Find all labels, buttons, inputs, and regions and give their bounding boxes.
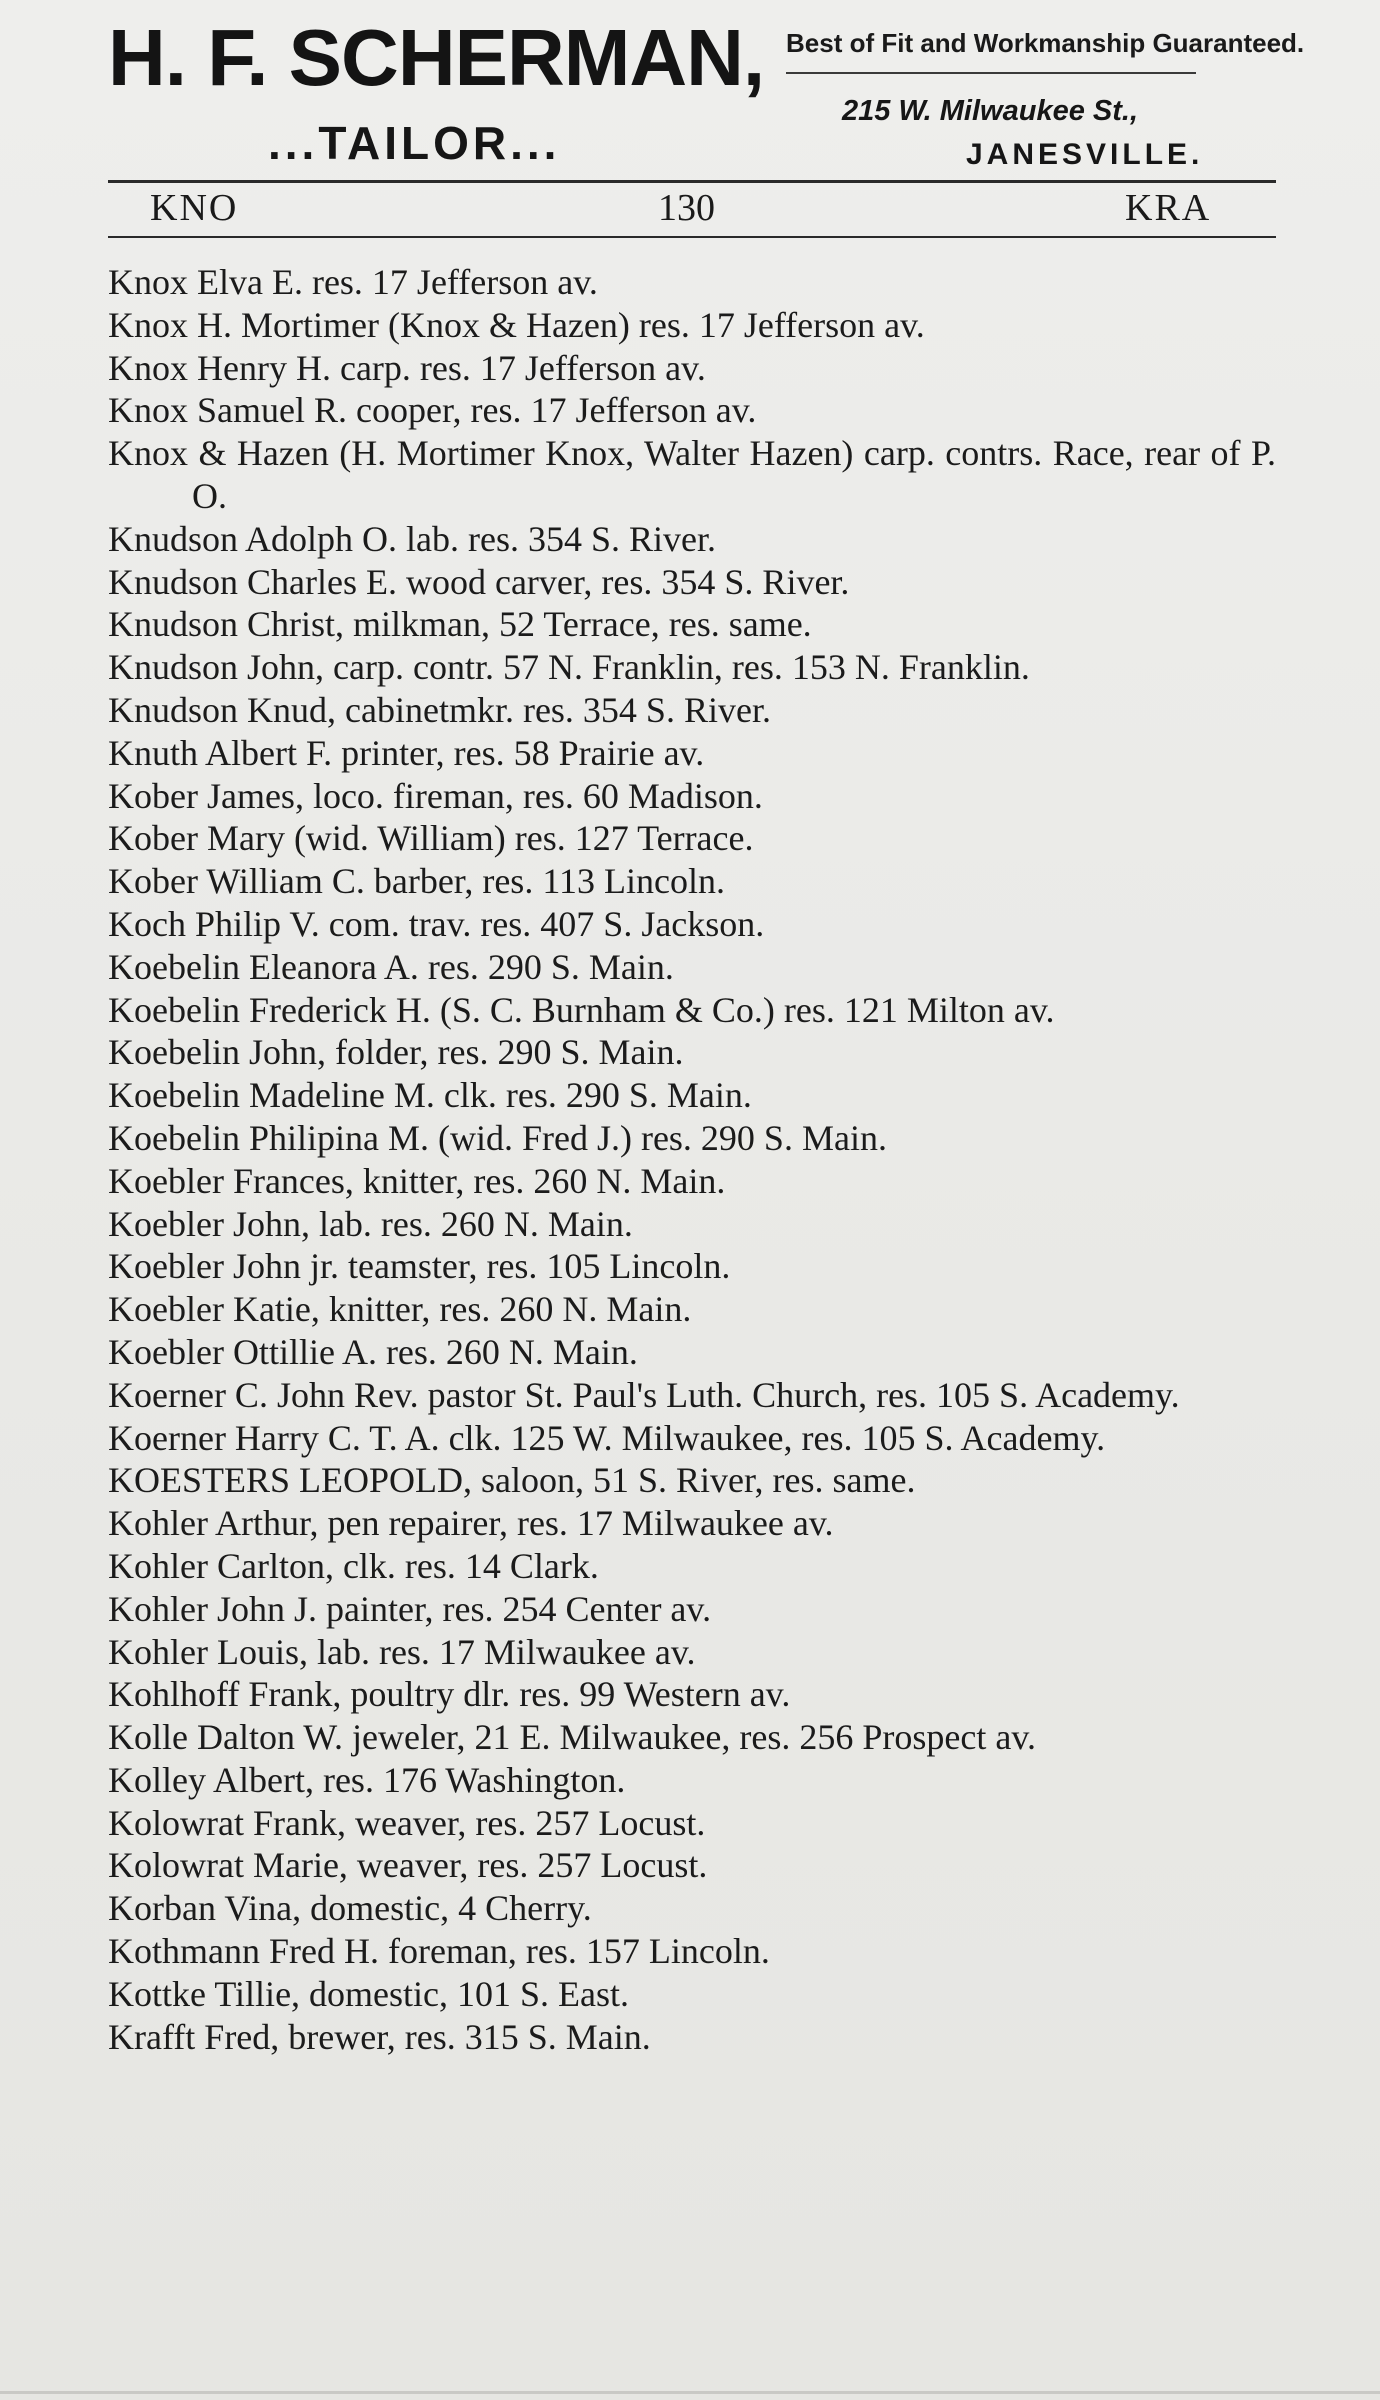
- directory-entry: Koerner Harry C. T. A. clk. 125 W. Milwaukee, res. 105 S. Academy.: [108, 1417, 1106, 1458]
- directory-entry: Koebelin Madeline M. clk. res. 290 S. Main.: [108, 1075, 752, 1116]
- directory-entry: Kolowrat Marie, weaver, res. 257 Locust.: [108, 1845, 708, 1886]
- directory-entry: Knuth Albert F. printer, res. 58 Prairie av.: [108, 732, 705, 773]
- directory-entry: Kohler John J. painter, res. 254 Center av.: [108, 1588, 712, 1629]
- header-rule-top: [108, 180, 1276, 183]
- directory-entry: Koebelin Eleanora A. res. 290 S. Main.: [108, 946, 674, 987]
- directory-entry: Kohlhoff Frank, poultry dlr. res. 99 Western av.: [108, 1674, 791, 1715]
- directory-entry: Kober Mary (wid. William) res. 127 Terrace.: [108, 818, 754, 859]
- directory-entry: Krafft Fred, brewer, res. 315 S. Main.: [108, 2016, 651, 2057]
- directory-entry: Koerner C. John Rev. pastor St. Paul's Luth. Church, res. 105 S. Academy.: [108, 1374, 1180, 1415]
- directory-entry: Knox Elva E. res. 17 Jefferson av.: [108, 262, 598, 302]
- directory-entry: Koebelin Frederick H. (S. C. Burnham & Co.) res. 121 Milton av.: [108, 989, 1055, 1030]
- advertiser-trade: ...TAILOR...: [268, 117, 561, 169]
- directory-entry: Koebler John, lab. res. 260 N. Main.: [108, 1203, 633, 1244]
- directory-entry: Koebler John jr. teamster, res. 105 Lincoln.: [108, 1246, 731, 1287]
- directory-entry: Kohler Arthur, pen repairer, res. 17 Milwaukee av.: [108, 1503, 834, 1544]
- directory-entry: Kolowrat Frank, weaver, res. 257 Locust.: [108, 1802, 706, 1843]
- directory-entry: Koch Philip V. com. trav. res. 407 S. Jackson.: [108, 903, 765, 944]
- directory-entry: Koebler Katie, knitter, res. 260 N. Main.: [108, 1289, 692, 1330]
- directory-entry: Knudson Christ, milkman, 52 Terrace, res. same.: [108, 604, 812, 645]
- advertiser-name: H. F. SCHERMAN,: [108, 13, 765, 102]
- directory-entry: Koebler Ottillie A. res. 260 N. Main.: [108, 1331, 638, 1372]
- directory-entry: Kohler Louis, lab. res. 17 Milwaukee av.: [108, 1631, 696, 1672]
- directory-entry: Knudson Charles E. wood carver, res. 354 S. River.: [108, 561, 850, 602]
- directory-entry: KOESTERS LEOPOLD, saloon, 51 S. River, res. same.: [108, 1460, 916, 1501]
- directory-entry: Koebelin John, folder, res. 290 S. Main.: [108, 1032, 684, 1073]
- directory-entry: Knox & Hazen (H. Mortimer Knox, Walter Hazen) carp. contrs. Race, rear of P. O.: [108, 433, 1276, 516]
- left-guide-word: KNO: [150, 187, 239, 229]
- directory-entry: Knudson John, carp. contr. 57 N. Franklin, res. 153 N. Franklin.: [108, 647, 1030, 688]
- directory-entry: Knudson Adolph O. lab. res. 354 S. River.: [108, 518, 716, 559]
- right-guide-word: KRA: [1125, 187, 1212, 229]
- directory-entry: Knudson Knud, cabinetmkr. res. 354 S. River.: [108, 689, 771, 730]
- directory-entry: Kohler Carlton, clk. res. 14 Clark.: [108, 1545, 599, 1586]
- directory-entry: Koebler Frances, knitter, res. 260 N. Main.: [108, 1160, 726, 1201]
- directory-entry: Kolle Dalton W. jeweler, 21 E. Milwaukee, res. 256 Prospect av.: [108, 1717, 1037, 1758]
- directory-entry: Kober James, loco. fireman, res. 60 Madison.: [108, 775, 763, 816]
- directory-entry: Kober William C. barber, res. 113 Lincoln.: [108, 861, 725, 902]
- page-number: 130: [658, 187, 715, 229]
- header-rule-bottom: [108, 236, 1276, 238]
- slogan-divider: [786, 72, 1196, 74]
- directory-entry: Kolley Albert, res. 176 Washington.: [108, 1759, 626, 1800]
- directory-entry: Knox Henry H. carp. res. 17 Jefferson av.: [108, 347, 706, 388]
- directory-entry: Kothmann Fred H. foreman, res. 157 Lincoln.: [108, 1931, 770, 1972]
- advertiser-city: JANESVILLE.: [966, 138, 1204, 171]
- advertiser-slogan: Best of Fit and Workmanship Guaranteed.: [786, 28, 1305, 58]
- page-bottom-edge: [0, 2391, 1380, 2394]
- directory-entry: Knox H. Mortimer (Knox & Hazen) res. 17 Jefferson av.: [108, 304, 925, 345]
- directory-entry: Knox Samuel R. cooper, res. 17 Jefferson av.: [108, 390, 757, 431]
- directory-entry: Korban Vina, domestic, 4 Cherry.: [108, 1888, 592, 1929]
- directory-entries: [108, 261, 1276, 2058]
- directory-entry: Kottke Tillie, domestic, 101 S. East.: [108, 1973, 630, 2014]
- directory-entry: Koebelin Philipina M. (wid. Fred J.) res. 290 S. Main.: [108, 1117, 887, 1158]
- advertiser-street: 215 W. Milwaukee St.,: [842, 95, 1139, 127]
